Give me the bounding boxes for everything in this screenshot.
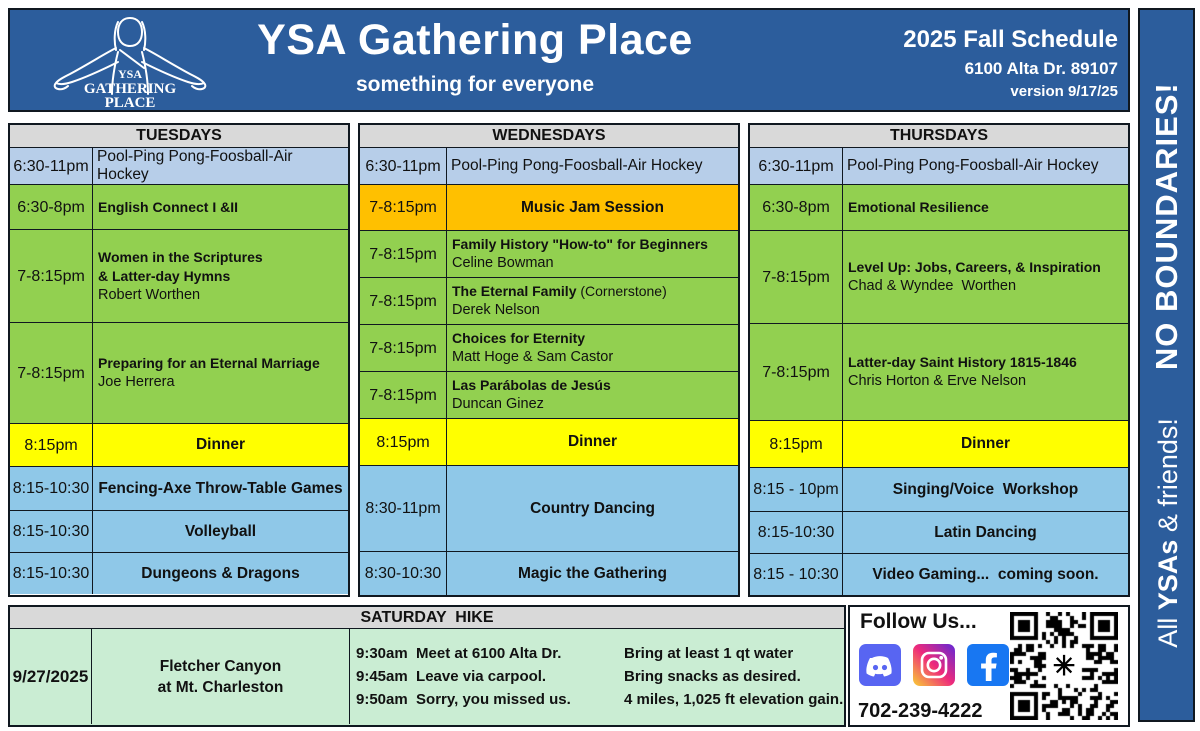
presenter-name: Derek Nelson bbox=[452, 302, 540, 318]
time-cell: 8:15 - 10:30 bbox=[750, 554, 843, 595]
table-row bbox=[10, 147, 348, 184]
logo-left-arm bbox=[56, 48, 118, 84]
table-row bbox=[10, 322, 348, 423]
banner-no-boundaries: NO BOUNDARIES! bbox=[1148, 82, 1184, 371]
class-title: Latter-day Saint History 1815-1846 bbox=[848, 354, 1077, 370]
banner-all: All bbox=[1152, 610, 1183, 648]
class-title: Emotional Resilience bbox=[848, 199, 989, 215]
activity-cell: Pool-Ping Pong-Foosball-Air Hockey bbox=[97, 148, 297, 183]
thursday-header: THURSDAYS bbox=[750, 125, 1128, 147]
qr-center-logo: ✳ bbox=[1047, 649, 1081, 683]
phone-number: 702-239-4222 bbox=[858, 700, 983, 722]
time-cell: 8:15-10:30 bbox=[10, 511, 93, 552]
presenter-name: Joe Herrera bbox=[98, 374, 175, 390]
wednesday-header: WEDNESDAYS bbox=[360, 125, 738, 147]
follow-us-box bbox=[848, 605, 1130, 727]
presenter-name: Celine Bowman bbox=[452, 255, 554, 271]
time-cell: 7-8:15pm bbox=[750, 231, 843, 323]
table-row bbox=[360, 324, 738, 371]
time-cell: 7-8:15pm bbox=[360, 185, 447, 230]
ysa-gathering-place-logo bbox=[52, 12, 208, 110]
activity-cell: Volleyball bbox=[184, 522, 257, 540]
header-banner bbox=[8, 8, 1130, 112]
class-title: Level Up: Jobs, Careers, & Inspiration bbox=[848, 259, 1101, 275]
table-row bbox=[750, 420, 1128, 467]
social-icons bbox=[858, 643, 1010, 687]
logo-right-arm bbox=[142, 48, 204, 84]
activity-cell: Dinner bbox=[195, 436, 246, 453]
table-row bbox=[360, 184, 738, 230]
logo-text-place: PLACE bbox=[104, 95, 156, 110]
presenter-name: Duncan Ginez bbox=[452, 396, 544, 412]
hike-note: Bring at least 1 qt water bbox=[624, 645, 794, 662]
hike-date: 9/27/2025 bbox=[10, 629, 92, 724]
activity-cell: Country Dancing bbox=[530, 499, 655, 517]
banner-friends: & friends! bbox=[1152, 418, 1183, 540]
time-cell: 7-8:15pm bbox=[10, 323, 93, 423]
class-title: The Eternal Family (Cornerstone) bbox=[452, 283, 667, 299]
presenter-name: Matt Hoge & Sam Castor bbox=[452, 349, 614, 365]
table-row bbox=[750, 230, 1128, 323]
schedule-title: 2025 Fall Schedule bbox=[903, 26, 1118, 53]
class-title: Preparing for an Eternal Marriage bbox=[98, 355, 320, 371]
time-cell: 7-8:15pm bbox=[10, 230, 93, 322]
instagram-icon[interactable] bbox=[912, 643, 956, 687]
hike-location-line1: Fletcher Canyon bbox=[159, 657, 282, 675]
time-cell: 8:15-10:30 bbox=[750, 512, 843, 553]
activity-cell: Dinner bbox=[960, 435, 1011, 452]
schedule-info bbox=[903, 26, 1118, 100]
time-cell: 8:15 - 10pm bbox=[750, 468, 843, 511]
time-cell: 8:15pm bbox=[10, 424, 93, 466]
activity-cell: Music Jam Session bbox=[520, 198, 664, 216]
facebook-icon[interactable] bbox=[966, 643, 1010, 687]
table-row bbox=[360, 418, 738, 465]
table-row bbox=[10, 184, 348, 229]
class-title: Women in the Scriptures bbox=[98, 248, 263, 265]
tuesday-table bbox=[8, 123, 350, 597]
class-title: English Connect I &II bbox=[98, 198, 239, 215]
table-row bbox=[10, 423, 348, 466]
hike-details bbox=[350, 629, 844, 724]
hike-note: 4 miles, 1,025 ft elevation gain. bbox=[624, 691, 844, 708]
tuesday-header: TUESDAYS bbox=[10, 125, 348, 147]
logo-sash bbox=[120, 50, 144, 68]
hike-schedule-item: 9:30am Meet at 6100 Alta Dr. bbox=[356, 645, 562, 662]
logo-head bbox=[118, 18, 142, 46]
time-cell: 6:30-11pm bbox=[750, 148, 843, 184]
hike-schedule-item: 9:45am Leave via carpool. bbox=[356, 668, 547, 685]
time-cell: 6:30-11pm bbox=[360, 148, 447, 184]
time-cell: 8:15-10:30 bbox=[10, 467, 93, 510]
activity-cell: Pool-Ping Pong-Foosball-Air Hockey bbox=[451, 157, 703, 174]
table-row bbox=[750, 147, 1128, 184]
time-cell: 7-8:15pm bbox=[750, 324, 843, 420]
table-row bbox=[10, 552, 348, 594]
thursday-table bbox=[748, 123, 1130, 597]
time-cell: 7-8:15pm bbox=[360, 278, 447, 324]
time-cell: 7-8:15pm bbox=[360, 231, 447, 277]
logo-text-ysa: YSA bbox=[117, 67, 143, 81]
time-cell: 6:30-11pm bbox=[10, 148, 93, 184]
saturday-hike-table bbox=[8, 605, 846, 727]
table-row bbox=[750, 511, 1128, 553]
hike-schedule-item: 9:50am Sorry, you missed us. bbox=[356, 691, 571, 708]
presenter-name: Robert Worthen bbox=[98, 286, 201, 303]
schedule-address: 6100 Alta Dr. 89107 bbox=[964, 59, 1118, 78]
qr-code[interactable] bbox=[1010, 612, 1118, 720]
table-row bbox=[750, 184, 1128, 230]
time-cell: 8:15pm bbox=[360, 419, 447, 465]
table-row bbox=[10, 466, 348, 510]
activity-cell: Pool-Ping Pong-Foosball-Air Hockey bbox=[847, 157, 1099, 174]
presenter-name: Chad & Wyndee Worthen bbox=[848, 278, 1017, 294]
table-row bbox=[750, 553, 1128, 595]
table-row bbox=[360, 551, 738, 595]
schedule-version: version 9/17/25 bbox=[1010, 83, 1118, 100]
class-title: Family History "How-to" for Beginners bbox=[452, 236, 708, 252]
activity-cell: Magic the Gathering bbox=[518, 564, 667, 582]
activity-cell: Singing/Voice Workshop bbox=[892, 480, 1079, 498]
table-row bbox=[10, 510, 348, 552]
banner-ysas: YSAs bbox=[1152, 539, 1183, 611]
discord-icon[interactable] bbox=[858, 643, 902, 687]
table-row bbox=[10, 229, 348, 322]
page-title: YSA Gathering Place bbox=[257, 16, 693, 64]
time-cell: 8:30-11pm bbox=[360, 466, 447, 551]
class-title: & Latter-day Hymns bbox=[98, 267, 231, 284]
wednesday-table bbox=[358, 123, 740, 597]
time-cell: 8:30-10:30 bbox=[360, 552, 447, 595]
table-row bbox=[360, 371, 738, 418]
activity-cell: Dungeons & Dragons bbox=[141, 564, 300, 582]
table-row bbox=[750, 323, 1128, 420]
time-cell: 7-8:15pm bbox=[360, 325, 447, 371]
vertical-banner-text bbox=[1149, 82, 1185, 647]
hike-note: Bring snacks as desired. bbox=[624, 668, 801, 685]
time-cell: 7-8:15pm bbox=[360, 372, 447, 418]
time-cell: 8:15-10:30 bbox=[10, 553, 93, 594]
time-cell: 6:30-8pm bbox=[750, 185, 843, 230]
class-title: Choices for Eternity bbox=[452, 330, 586, 346]
saturday-hike-header: SATURDAY HIKE bbox=[10, 607, 844, 629]
presenter-name: Chris Horton & Erve Nelson bbox=[848, 373, 1027, 389]
table-row bbox=[360, 147, 738, 184]
activity-cell: Latin Dancing bbox=[934, 523, 1037, 541]
follow-us-label: Follow Us... bbox=[860, 610, 977, 633]
vertical-banner bbox=[1138, 8, 1195, 722]
time-cell: 8:15pm bbox=[750, 421, 843, 467]
activity-cell: Video Gaming... coming soon. bbox=[872, 565, 1099, 583]
table-row bbox=[360, 465, 738, 551]
table-row bbox=[750, 467, 1128, 511]
table-row bbox=[360, 230, 738, 277]
table-row bbox=[360, 277, 738, 324]
page-subtitle: something for everyone bbox=[355, 73, 595, 96]
hike-location bbox=[92, 629, 350, 724]
logo-text-gathering: GATHERING bbox=[83, 81, 177, 97]
activity-cell: Dinner bbox=[567, 433, 618, 450]
activity-cell: Fencing-Axe Throw-Table Games bbox=[98, 479, 343, 497]
title-block bbox=[210, 16, 740, 97]
class-title: Las Parábolas de Jesús bbox=[452, 377, 611, 393]
time-cell: 6:30-8pm bbox=[10, 185, 93, 229]
hike-location-line2: at Mt. Charleston bbox=[157, 678, 284, 696]
